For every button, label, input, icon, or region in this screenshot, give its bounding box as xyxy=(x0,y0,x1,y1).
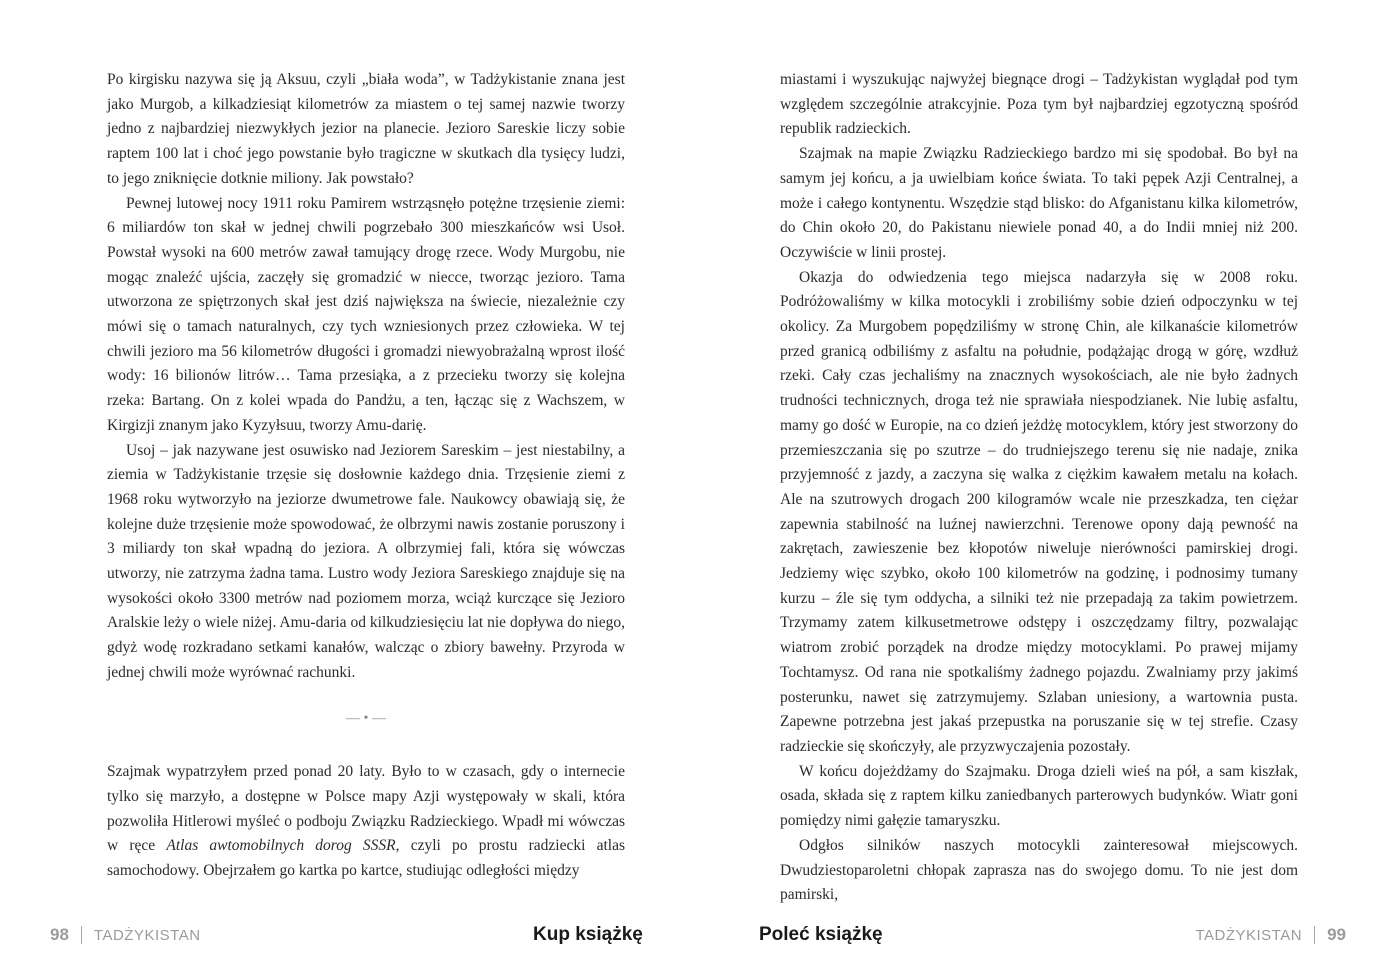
buy-book-link[interactable]: Kup książkę xyxy=(533,924,643,945)
paragraph: Odgłos silników naszych motocykli zainteresował miejscowych. Dwudziestoparoletni chłopak zaprasza nas do swojego domu. To nie jest dom pamirski, xyxy=(780,836,1298,904)
paragraph: Szajmak na mapie Związku Radzieckiego bardzo mi się spodobał. Bo był na samym jej końcu, a ja uwielbiam końce świata. To taki pępek Azji Centralnej, a może i całego kontynentu. Wszędzie stąd blisko: do Afganistanu kilka kilometrów, do Chin około 20, do Pakistanu niewiele ponad 40, a do Indii mniej niż 200. Oczywiście w linii prostej. xyxy=(780,145,1298,261)
book-title: Atlas awtomobilnych dorog SSSR xyxy=(166,837,396,855)
page-number: 98 xyxy=(50,925,69,944)
paragraph: Usoj – jak nazywane jest osuwisko nad Jeziorem Sareskim – jest niestabilny, a ziemia w Tadżykistanie trzęsie się dosłownie każdego dnia. Trzęsienie ziemi z 1968 roku wytworzyło na jeziorze dwumetrowe fale. Naukowcy obawiają się, że kolejne duże trzęsienie może spowodować, że olbrzymi nawis zostanie poruszony i 3 miliardy ton skał wpadną do jeziora. A olbrzymiej fali, która się wówczas utworzy, nie zatrzyma żadna tama. Lustro wody Jeziora Sareskiego znajduje się na wysokości około 3300 metrów nad poziomem morza, wciąż kurczące się Jezioro Aralskie leży o wiele niżej. Amu-daria od kilkudziesięciu lat nie dopływa do niego, gdyż wodę rozkradano setkami kanałów, walcząc o zbiory bawełny. Przyroda w jednej chwili może wyrównać rachunki. xyxy=(107,441,625,681)
left-page xyxy=(107,68,625,884)
section-separator: — • — xyxy=(346,710,386,726)
paragraph: miastami i wyszukując najwyżej biegnące drogi – Tadżykistan wyglądał pod tym względem szczególnie atrakcyjnie. Poza tym był najbardziej egzotyczną spośród republik radzieckich. xyxy=(780,71,1298,138)
paragraph: Pewnej lutowej nocy 1911 roku Pamirem wstrząsnęło potężne trzęsienie ziemi: 6 miliardów ton skał w jednej chwili pogrzebało 300 mieszkańców wsi Usoł. Powstał wysoki na 600 metrów zawał tamujący drogę rzece. Wody Murgobu, nie mogąc znaleźć ujścia, zaczęły się gromadzić w niecce, tworząc jezioro. Tama utworzona ze spiętrzonych skał jest dziś największa na świecie, niezależnie czy mówi się o tamach naturalnych, czy tych wzniesionych przez człowieka. W tej chwili jezioro ma 56 kilometrów długości i gromadzi niewyobrażalną wprost ilość wody: 16 bilionów litrów… Tama przesiąka, a z przecieku tworzy się kolejna rzeka: Bartang. On z kolei wpada do Pandżu, a ten, łącząc się z Wachszem, w Kirgizji znanym jako Kyzyłsuu, tworzy Amu-darię. xyxy=(107,194,625,434)
paragraph: Po kirgisku nazywa się ją Aksuu, czyli „biała woda”, w Tadżykistanie znana jest jako Murgob, a kilkadziesiąt kilometrów za miastem o tej samej nazwie tworzy jedno z najbardziej niezwykłych jezior na planecie. Jezioro Sareskie liczy sobie raptem 100 lat i choć jego powstanie było tragiczne w skutkach dla tysięcy ludzi, to jego zniknięcie dotknie miliony. Jak powstało? xyxy=(107,71,625,187)
page-number: 99 xyxy=(1327,925,1346,944)
recommend-book-link[interactable]: Poleć książkę xyxy=(759,924,883,945)
right-page xyxy=(780,68,1298,908)
left-footer xyxy=(50,920,201,950)
paragraph: Okazja do odwiedzenia tego miejsca nadarzyła się w 2008 roku. Podróżowaliśmy w kilka motocykli i zrobiliśmy sobie dzień odpoczynku w tej okolicy. Za Murgobem popędziliśmy w stronę Chin, ale kilkanaście kilometrów przed granicą odbiliśmy z asfaltu na południe, podążając drogą w górę, wzdłuż rzeki. Cały czas jechaliśmy na znacznych wysokościach, ale nie było żadnych trudności technicznych, droga też nie sprawiała niespodzianek. Nie lubię asfaltu, mamy go dość w Europie, na co dzień jeżdżę motocyklem, który jest stworzony do przemieszczania się po szutrze – do trudniejszego terenu się nie nadaje, znika przyjemność z jazdy, a zaczyna się walka z ciężkim kawałem metalu na kołach. Ale na szutrowych drogach 200 kilogramów wcale nie przeszkadza, ten ciężar zapewnia stabilność na luźnej nawierzchni. Terenowe opony dają pewność na zakrętach, zawieszenie bez kłopotów niweluje nierówności pamirskiej drogi. Jedziemy więc szybko, około 100 kilometrów na godzinę, i podnosimy tumany kurzu – źle się tym oddycha, a silniki też nie przepadają za takim powietrzem. Trzymamy zatem kilkusetmetrowe odstępy i oszczędzamy filtry, pozwalając wiatrom zrobić porządek na drodze między motocyklami. Po prawej mijamy Tochtamysz. Od rana nie spotkaliśmy żadnego pojazdu. Zwalniamy przy jakimś posterunku, nawet się zatrzymujemy. Szlaban uniesiony, a wartownia pusta. Zapewne potrzebna jest jakaś przepustka na poruszanie się w tej strefie. Czasy radzieckie się skończyły, ale przyzwyczajenia pozostały. xyxy=(780,268,1298,755)
text-span: Szajmak wypatrzyłem przed ponad 20 laty. Było to w czasach, gdy o internecie tylko się marzyło, a dostępne w Polsce mapy Azji występowały w skali, która pozwoliła Hitlerowi myśleć o podboju Związku Radzieckiego. Wpadł mi wówczas w ręce xyxy=(107,763,625,855)
chapter-title: TADŻYKISTAN xyxy=(93,926,201,944)
footer-divider xyxy=(81,926,82,944)
paragraph xyxy=(107,760,625,884)
paragraph: W końcu dojeżdżamy do Szajmaku. Droga dzieli wieś na pół, a sam kiszłak, osada, składa się z raptem kilku zaniedbanych parterowych budynków. Wiatr goni pomiędzy nimi gałęzie tamaryszku. xyxy=(780,762,1298,830)
chapter-title: TADŻYKISTAN xyxy=(1195,926,1303,944)
right-footer xyxy=(1195,920,1346,950)
text-span: , czyli po prostu radziecki atlas samochodowy. Obejrzałem go kartka po kartce, studiując odległości między xyxy=(107,837,625,880)
footer-divider xyxy=(1314,926,1315,944)
